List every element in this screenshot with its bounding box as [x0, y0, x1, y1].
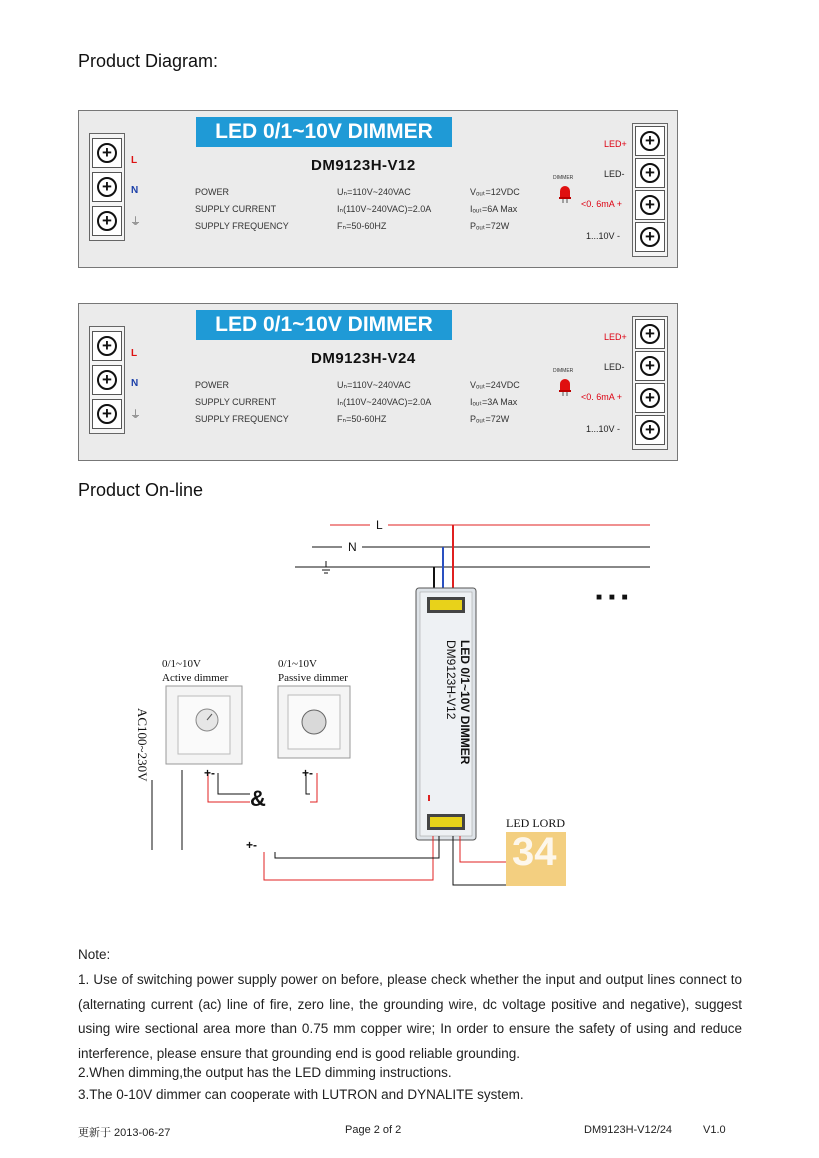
footer-version: V1.0 — [703, 1124, 726, 1136]
spec-output-power: Pₒᵤₜ=72W — [470, 221, 510, 231]
wiring-lines — [120, 510, 680, 900]
footer-updated: 更新于 2013-06-27 — [78, 1127, 171, 1139]
spec-input-voltage: Uₙ=110V~240VAC — [337, 187, 411, 197]
passive-dimmer-polarity: +- — [302, 766, 314, 780]
ac-voltage-label: AC100~230V — [135, 708, 150, 782]
active-dimmer-polarity: +- — [204, 766, 216, 780]
product-online-heading: Product On-line — [78, 480, 204, 500]
note-item-2: 2.When dimming,the output has the LED dimming instructions. — [78, 1065, 452, 1080]
dimmer-led-label: DIMMER — [553, 368, 574, 374]
ground-icon: ⏚ — [130, 409, 141, 421]
input-terminal-block — [89, 133, 125, 241]
spec-output-current: Iₒᵤₜ=3A Max — [470, 397, 518, 407]
spec-label-frequency: SUPPLY FREQUENCY — [195, 414, 289, 424]
terminal-dim-minus: + — [635, 415, 665, 445]
terminal-n: + — [92, 365, 122, 395]
label-dim-minus: 1...10V - — [586, 231, 621, 241]
spec-label-current: SUPPLY CURRENT — [195, 397, 277, 407]
terminal-led-minus: + — [635, 158, 665, 188]
label-led-minus: LED- — [604, 169, 625, 179]
spec-input-frequency: Fₙ=50-60HZ — [337, 221, 387, 231]
panel-model: DM9123H-V24 — [311, 350, 416, 367]
active-dimmer-label: Active dimmer — [162, 672, 229, 684]
panel-title: LED 0/1~10V DIMMER — [196, 310, 452, 340]
dimmer-panel-v24 — [78, 303, 678, 461]
note-item-3: 3.The 0-10V dimmer can cooperate with LUTRON and DYNALITE system. — [78, 1087, 524, 1102]
terminal-ground: + — [92, 206, 122, 236]
notes-title: Note: — [78, 947, 111, 962]
label-l: L — [131, 155, 138, 166]
label-led-plus: LED+ — [604, 139, 627, 149]
spec-output-power: Pₒᵤₜ=72W — [470, 414, 510, 424]
label-n: N — [131, 378, 139, 389]
device-model: DM9123H-V12 — [444, 640, 458, 720]
label-led-minus: LED- — [604, 362, 625, 372]
spec-label-frequency: SUPPLY FREQUENCY — [195, 221, 289, 231]
output-polarity: +- — [246, 838, 258, 852]
spec-input-current: Iₙ(110V~240VAC)=2.0A — [337, 397, 432, 407]
terminal-dim-plus: + — [635, 383, 665, 413]
terminal-dim-minus: + — [635, 222, 665, 252]
terminal-l: + — [92, 331, 122, 361]
more-devices-ellipsis: ■ ■ ■ — [596, 592, 630, 603]
footer-page: Page 2 of 2 — [345, 1124, 402, 1136]
terminal-led-plus: + — [635, 126, 665, 156]
spec-label-power: POWER — [195, 380, 230, 390]
terminal-dim-plus: + — [635, 190, 665, 220]
dimmer-panel-v12 — [78, 110, 678, 268]
spec-input-frequency: Fₙ=50-60HZ — [337, 414, 387, 424]
label-led-plus: LED+ — [604, 332, 627, 342]
output-terminal-block — [632, 316, 668, 450]
led-indicator-icon — [557, 181, 573, 203]
watermark: 34 — [512, 830, 557, 874]
spec-output-current: Iₒᵤₜ=6A Max — [470, 204, 518, 214]
device-label — [446, 640, 476, 810]
line-label-l: L — [376, 518, 383, 532]
spec-input-voltage: Uₙ=110V~240VAC — [337, 380, 411, 390]
ground-icon: ⏚ — [130, 216, 141, 228]
spec-label-current: SUPPLY CURRENT — [195, 204, 277, 214]
spec-label-power: POWER — [195, 187, 230, 197]
label-dim-plus: <0. 6mA + — [581, 199, 623, 209]
passive-dimmer-range: 0/1~10V — [278, 658, 317, 670]
spec-output-voltage: Vₒᵤₜ=24VDC — [470, 380, 520, 390]
panel-title: LED 0/1~10V DIMMER — [196, 117, 452, 147]
label-n: N — [131, 185, 139, 196]
panel-model: DM9123H-V12 — [311, 157, 416, 174]
wiring-diagram — [120, 510, 680, 900]
terminal-ground: + — [92, 399, 122, 429]
device-title: LED 0/1~10V DIMMER — [458, 640, 472, 765]
terminal-led-minus: + — [635, 351, 665, 381]
output-terminal-block — [632, 123, 668, 257]
label-dim-minus: 1...10V - — [586, 424, 621, 434]
passive-dimmer-label: Passive dimmer — [278, 672, 348, 684]
led-load-label: LED LORD — [506, 816, 565, 830]
led-indicator-icon — [557, 374, 573, 396]
note-item-1: 1. Use of switching power supply power on before, please check whether the input and output lines connect to (alternating current (ac) line of fire, zero line, the grounding wire, dc voltage positive and negative), suggest using wire sectional area more than 0.75 mm copper wire; In order to ensure the safety of using and reduce interference, please ensure that grounding end is good reliable grounding. — [78, 972, 742, 1061]
ac-label-wrap — [130, 708, 150, 808]
spec-output-voltage: Vₒᵤₜ=12VDC — [470, 187, 520, 197]
label-l: L — [131, 348, 138, 359]
terminal-l: + — [92, 138, 122, 168]
line-label-n: N — [348, 540, 357, 554]
and-symbol: & — [250, 786, 266, 811]
terminal-n: + — [92, 172, 122, 202]
terminal-led-plus: + — [635, 319, 665, 349]
active-dimmer-range: 0/1~10V — [162, 658, 201, 670]
dimmer-led-label: DIMMER — [553, 175, 574, 181]
footer-doc: DM9123H-V12/24 — [584, 1124, 673, 1136]
input-terminal-block — [89, 326, 125, 434]
product-diagram-heading: Product Diagram: — [78, 51, 219, 71]
label-dim-plus: <0. 6mA + — [581, 392, 623, 402]
spec-input-current: Iₙ(110V~240VAC)=2.0A — [337, 204, 432, 214]
